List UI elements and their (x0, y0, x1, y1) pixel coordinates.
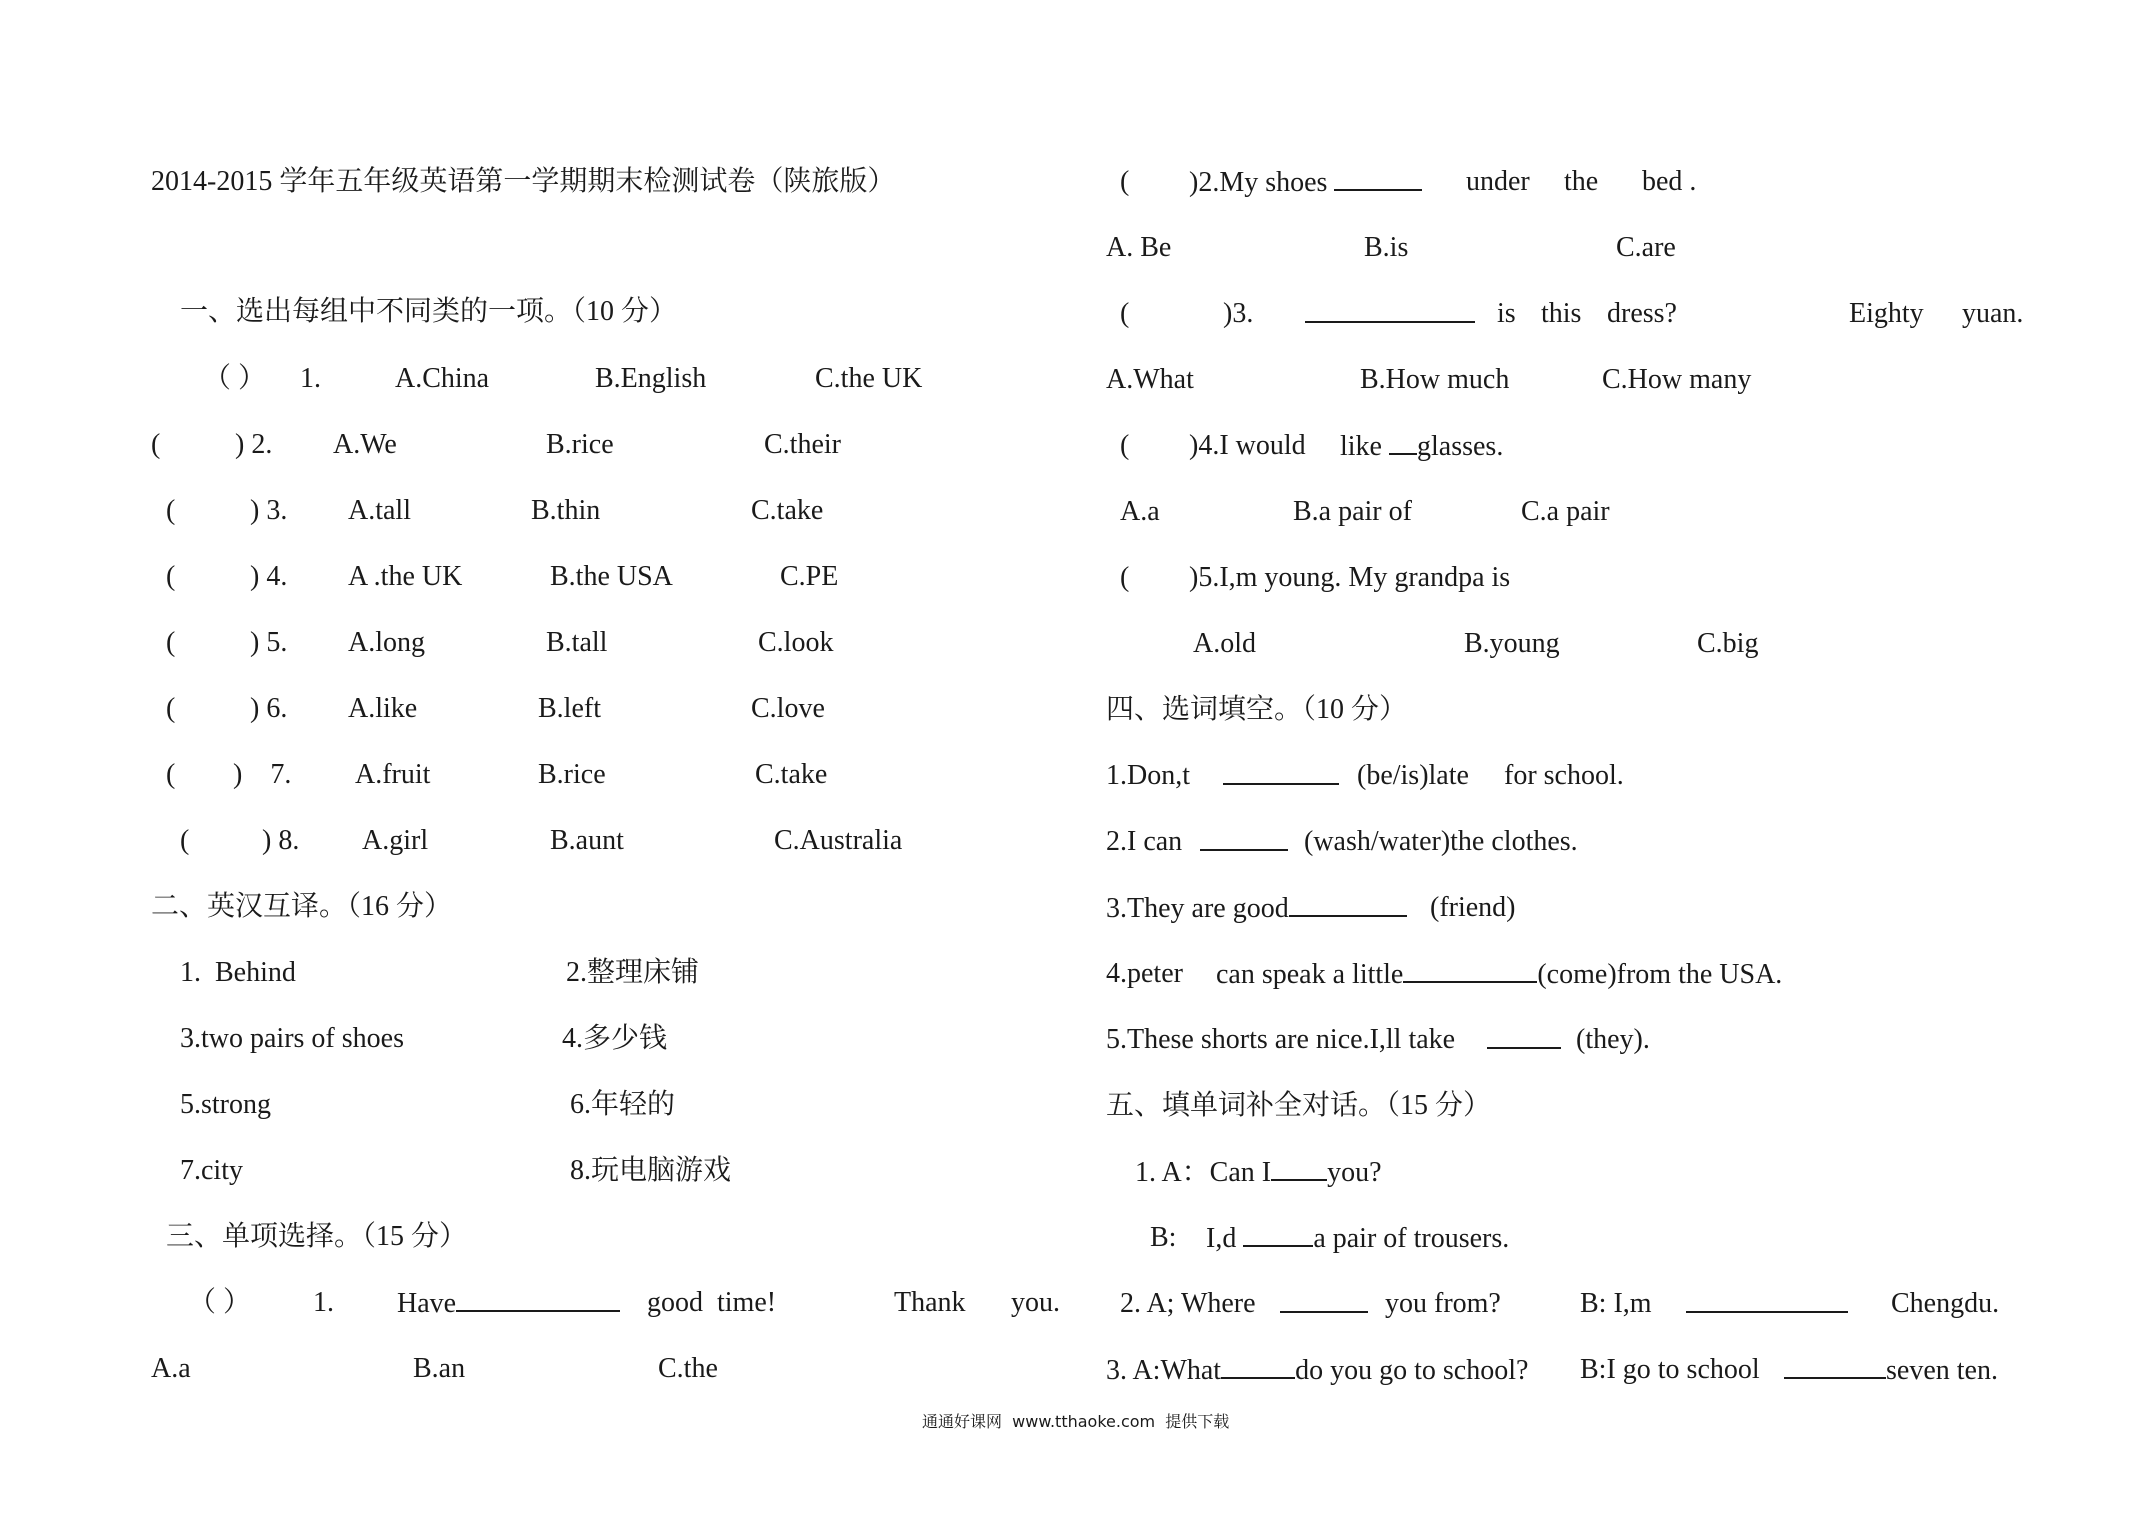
answer-paren: ( (1120, 166, 1130, 197)
dialog-text-cont: seven ten. (1784, 1353, 1998, 1388)
option-c: C.Australia (774, 825, 903, 856)
fill-text: 5.These shorts are nice.I,ll take (1106, 1024, 1456, 1055)
question-text-cont: under (1466, 166, 1530, 197)
reply-eighty: Eighty (1849, 298, 1924, 329)
answer-paren: ( (180, 825, 190, 856)
translate-item-7: 7.city (180, 1155, 243, 1186)
answer-blank[interactable] (1271, 1155, 1327, 1181)
reply-yuan: yuan. (1962, 298, 2024, 329)
fill-hint: (they). (1576, 1024, 1650, 1055)
answer-paren: ( (166, 627, 176, 658)
item-number: ) 4. (250, 561, 288, 592)
option-c: C.big (1697, 628, 1759, 659)
option-a: A.like (348, 693, 418, 724)
option-b: B.the USA (550, 561, 673, 592)
answer-blank-holder (1200, 825, 1288, 860)
fill-text: 3.They are good (1106, 891, 1407, 926)
item-number: 1. (313, 1287, 334, 1318)
item-number: ) 5. (250, 627, 288, 658)
dialog-1a: 1. A：Can I you? (1135, 1157, 1382, 1188)
answer-blank[interactable] (1487, 1023, 1561, 1049)
answer-paren: ( (166, 759, 176, 790)
question-text-cont: good time! (647, 1287, 777, 1318)
dialog-text: 3. A:What do you go to school? (1106, 1355, 1529, 1386)
translate-item-6: 6.年轻的 (570, 1089, 676, 1120)
fill-hint: (be/is)late (1357, 760, 1469, 791)
option-b: B.thin (531, 495, 601, 526)
section-1-heading: 一、选出每组中不同类的一项。（10 分） (180, 296, 678, 327)
speaker-b: B:I go to school (1580, 1354, 1760, 1385)
fill-text: 4.peter (1106, 958, 1183, 989)
item-number: )3. (1223, 298, 1254, 329)
question-text: dress? (1607, 298, 1677, 329)
answer-paren: ( (151, 429, 161, 460)
option-b: B.is (1364, 232, 1409, 263)
answer-paren: ( (1120, 298, 1130, 329)
dialog-text: I,d a pair of trousers. (1206, 1223, 1510, 1254)
answer-blank[interactable] (1221, 1353, 1295, 1379)
answer-blank-holder (1487, 1023, 1561, 1058)
answer-paren: ( (166, 693, 176, 724)
section-2-heading: 二、英汉互译。（16 分） (151, 891, 453, 922)
answer-paren: ( (166, 561, 176, 592)
option-b: B.aunt (550, 825, 624, 856)
fill-text-cont: can speak a little (come)from the USA. (1216, 959, 1783, 990)
option-c: C.a pair (1521, 496, 1610, 527)
answer-blank[interactable] (1686, 1287, 1848, 1313)
speaker-b: B: I,m (1580, 1288, 1652, 1319)
item-number: ) 7. (233, 759, 292, 790)
translate-item-8: 8.玩电脑游戏 (570, 1155, 732, 1186)
answer-blank[interactable] (1200, 825, 1288, 851)
section-3-heading: 三、单项选择。（15 分） (166, 1221, 468, 1252)
option-c: C.How many (1602, 364, 1752, 395)
translate-item-1: 1. Behind (180, 957, 296, 988)
question-text: Have (397, 1286, 620, 1321)
answer-paren: （ ） (188, 1287, 252, 1318)
question-text: )2.My shoes (1189, 165, 1422, 200)
speaker-b: B: (1150, 1222, 1177, 1253)
option-a: A. Be (1106, 232, 1172, 263)
option-a: A.fruit (355, 759, 431, 790)
option-b: B.an (413, 1353, 466, 1384)
answer-blank-holder (1280, 1287, 1368, 1322)
answer-blank[interactable] (1223, 759, 1339, 785)
option-a: A.China (395, 363, 490, 394)
question-text-cont: like glasses. (1340, 431, 1504, 462)
answer-blank[interactable] (1280, 1287, 1368, 1313)
question-text: )4.I would (1189, 430, 1306, 461)
dialog-text-cont: you from? (1385, 1288, 1501, 1319)
item-number: ) 2. (235, 429, 273, 460)
option-c: C.their (764, 429, 841, 460)
fill-text: 1.Don,t (1106, 760, 1190, 791)
option-a: A.old (1193, 628, 1256, 659)
question-text-cont: bed . (1642, 166, 1697, 197)
question-text-cont: the (1564, 166, 1599, 197)
option-a: A.girl (362, 825, 429, 856)
option-b: B.How much (1360, 364, 1510, 395)
answer-paren: （ ） (203, 363, 267, 394)
option-c: C.PE (780, 561, 839, 592)
option-b: B.English (595, 363, 707, 394)
translate-item-5: 5.strong (180, 1089, 271, 1120)
answer-blank-holder (1305, 297, 1475, 332)
option-c: C.the UK (815, 363, 923, 394)
answer-blank[interactable] (1289, 891, 1407, 917)
answer-blank[interactable] (1305, 297, 1475, 323)
question-text: this (1541, 298, 1582, 329)
answer-blank-holder (1223, 759, 1339, 794)
question-text: is (1497, 298, 1516, 329)
footer-credit: 通通好课网 www.tthaoke.com 提供下载 (922, 1412, 1230, 1431)
translate-item-3: 3.two pairs of shoes (180, 1023, 404, 1054)
answer-paren: ( (1120, 562, 1130, 593)
page-title: 2014-2015 学年五年级英语第一学期期末检测试卷（陕旅版） (151, 166, 896, 197)
answer-blank[interactable] (1243, 1221, 1313, 1247)
option-b: B.a pair of (1293, 496, 1412, 527)
option-c: C.take (751, 495, 824, 526)
answer-blank[interactable] (1403, 957, 1537, 983)
option-a: A.We (333, 429, 397, 460)
option-c: C.take (755, 759, 828, 790)
answer-paren: ( (166, 495, 176, 526)
translate-item-4: 4.多少钱 (562, 1023, 668, 1054)
question-text: )5.I,m young. My grandpa is (1189, 562, 1511, 593)
item-number: ) 6. (250, 693, 288, 724)
answer-blank[interactable] (1784, 1353, 1886, 1379)
item-number: 1. (300, 363, 321, 394)
reply-you: you. (1011, 1287, 1060, 1318)
section-5-heading: 五、填单词补全对话。（15 分） (1106, 1090, 1492, 1121)
option-a: A.a (1120, 496, 1160, 527)
reply-thank: Thank (894, 1287, 966, 1318)
answer-blank-holder (1686, 1287, 1848, 1322)
option-b: B.left (538, 693, 601, 724)
option-b: B.tall (546, 627, 608, 658)
option-b: B.rice (538, 759, 606, 790)
option-a: A.a (151, 1353, 191, 1384)
item-number: ) 3. (250, 495, 288, 526)
section-4-heading: 四、选词填空。（10 分） (1106, 694, 1408, 725)
translate-item-2: 2.整理床铺 (566, 957, 700, 988)
option-a: A .the UK (348, 561, 463, 592)
option-b: B.rice (546, 429, 614, 460)
fill-text: 2.I can (1106, 826, 1183, 857)
dialog-text: 2. A; Where (1120, 1288, 1256, 1319)
option-a: A.tall (348, 495, 411, 526)
fill-text-cont: for school. (1504, 760, 1624, 791)
answer-blank[interactable] (456, 1286, 620, 1312)
item-number: ) 8. (262, 825, 300, 856)
answer-blank[interactable] (1389, 429, 1417, 455)
fill-hint: (wash/water)the clothes. (1304, 826, 1578, 857)
option-a: A.What (1106, 364, 1194, 395)
fill-hint: (friend) (1430, 892, 1516, 923)
option-b: B.young (1464, 628, 1560, 659)
option-a: A.long (348, 627, 425, 658)
dialog-text-cont: Chengdu. (1891, 1288, 2000, 1319)
option-c: C.are (1616, 232, 1676, 263)
option-c: C.look (758, 627, 834, 658)
answer-blank[interactable] (1334, 165, 1422, 191)
answer-paren: ( (1120, 430, 1130, 461)
option-c: C.the (658, 1353, 718, 1384)
option-c: C.love (751, 693, 825, 724)
